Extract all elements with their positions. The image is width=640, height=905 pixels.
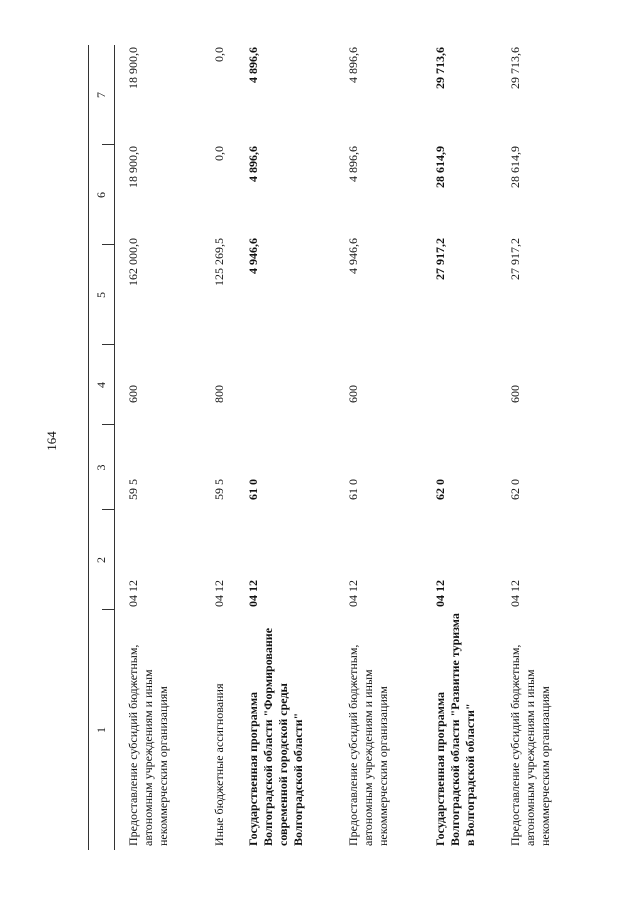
row-5-value-7: 29 713,6 (433, 47, 447, 89)
row-4-value-7: 4 896,6 (346, 47, 360, 83)
header-bottom-rule (114, 45, 115, 850)
row-3-target: 61 0 (246, 479, 260, 500)
row-4-code: 04 12 (346, 580, 360, 607)
row-3-name: Государственная программа Волгоградской области "Формирование современной городской среды Волгоградской области" (246, 627, 305, 846)
row-3-value-5: 4 946,6 (246, 238, 260, 274)
row-2-code: 04 12 (212, 580, 226, 607)
row-6-value-5: 27 917,2 (508, 238, 522, 280)
row-2-type: 800 (212, 385, 226, 403)
row-4-type: 600 (346, 385, 360, 403)
row-6-value-7: 29 713,6 (508, 47, 522, 89)
column-header-3: 3 (94, 464, 108, 471)
row-2-value-5: 125 269,5 (212, 238, 226, 286)
column-header-4: 4 (94, 382, 108, 388)
row-6-name: Предоставление субсидий бюджетным, автономным учреждениям и иным некоммерческим организациям (508, 644, 552, 846)
row-5-value-6: 28 614,9 (433, 146, 447, 188)
rotated-page (60, 45, 580, 850)
row-2-value-6: 0,0 (212, 146, 226, 161)
row-5-value-5: 27 917,2 (433, 238, 447, 280)
row-4-target: 61 0 (346, 479, 360, 500)
row-5-target: 62 0 (433, 479, 447, 500)
column-header-6: 6 (94, 192, 108, 198)
row-4-value-6: 4 896,6 (346, 146, 360, 182)
row-3-value-7: 4 896,6 (246, 47, 260, 83)
row-6-type: 600 (508, 385, 522, 403)
row-6-value-6: 28 614,9 (508, 146, 522, 188)
row-6-target: 62 0 (508, 479, 522, 500)
row-1-name: Предоставление субсидий бюджетным, автономным учреждениям и иным некоммерческим организациям (126, 644, 170, 846)
row-2-name: Иные бюджетные ассигнования (212, 683, 226, 846)
row-1-value-7: 18 900,0 (126, 47, 140, 89)
row-5-name: Государственная программа Волгоградской области "Развитие туризма в Волгоградской области" (433, 613, 477, 846)
column-header-7: 7 (94, 92, 108, 98)
row-2-target: 59 5 (212, 479, 226, 500)
row-1-code: 04 12 (126, 580, 140, 607)
column-header-5: 5 (94, 292, 108, 298)
row-1-target: 59 5 (126, 479, 140, 500)
column-header-1: 1 (94, 727, 108, 733)
row-1-type: 600 (126, 385, 140, 403)
row-1-value-6: 18 900,0 (126, 146, 140, 188)
column-header-2: 2 (94, 557, 108, 563)
row-6-code: 04 12 (508, 580, 522, 607)
row-1-value-5: 162 000,0 (126, 238, 140, 286)
page-number: 164 (44, 431, 59, 451)
row-3-value-6: 4 896,6 (246, 146, 260, 182)
row-5-code: 04 12 (433, 580, 447, 607)
budget-table (88, 45, 568, 850)
row-3-code: 04 12 (246, 580, 260, 607)
row-2-value-7: 0,0 (212, 47, 226, 62)
table-top-rule (88, 45, 89, 850)
row-4-value-5: 4 946,6 (346, 238, 360, 274)
row-4-name: Предоставление субсидий бюджетным, автономным учреждениям и иным некоммерческим организациям (346, 644, 390, 846)
